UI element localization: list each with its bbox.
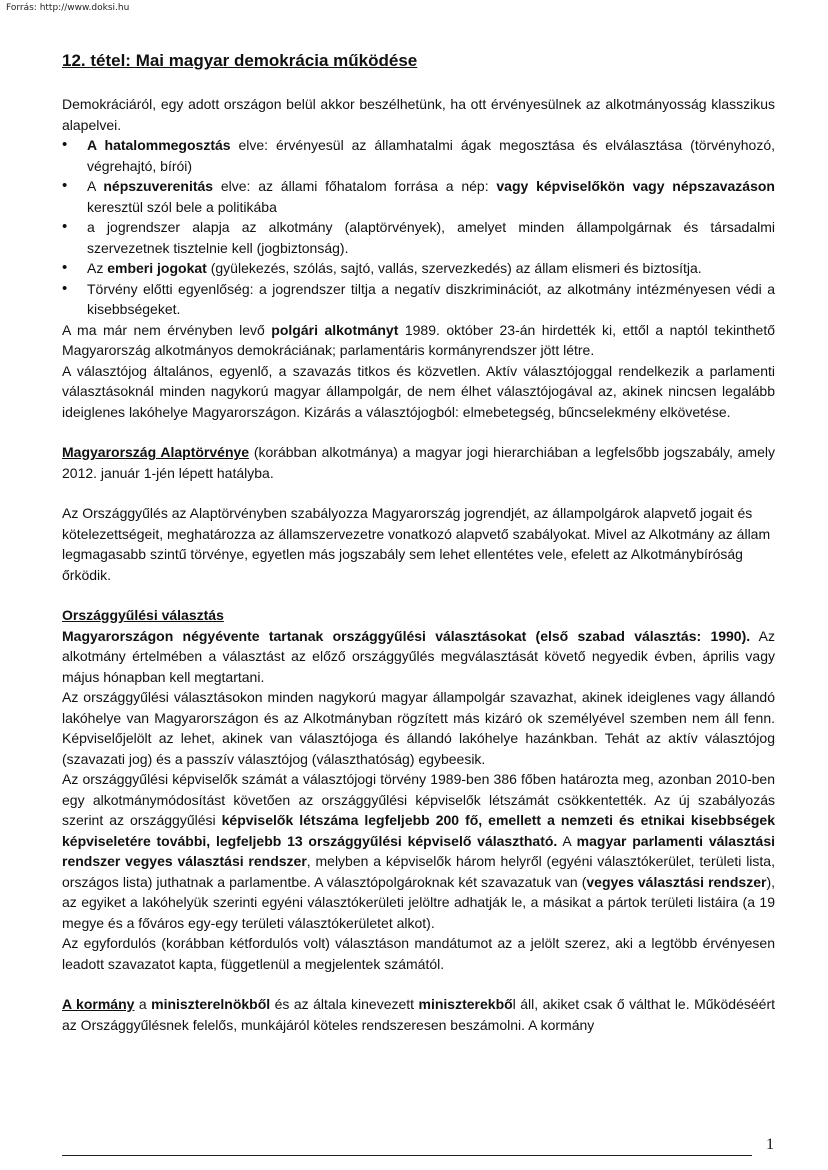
text-run: , melyben a képviselők három helyről (egyéni választókerület, területi lista, országos lista) juthatnak a parlamentbe. A választópolgároknak két szavazatuk van ( [62, 853, 775, 890]
text-run: Az alkotmány értelmében a választást az előző országgyűlés megválasztását követő negyedik évben, április vagy május hónapban kell megtartani. [62, 627, 775, 685]
parliament-paragraph: Az Országgyűlés az Alaptörvényben szabályozza Magyarország jogrendjét, az állampolgárok alapvető jogait és kötelezettségeit, meghatározza az államszervezetre vonatkozó alapvető szabályokat. Mivel az Alkotmány az állam legmagasabb szintű törvénye, egyetlen más jogszabály sem lehet ellentétes vele, efelett az Alkotmánybíróság őrködik. [62, 505, 771, 583]
text-run: A [557, 832, 577, 849]
footer-divider [62, 1155, 752, 1156]
election-paragraph-3 [62, 769, 775, 933]
list-text: elve: érvényesül az államhatalmi ágak megosztása és elválasztása (törvényhozó, végrehajtó, bírói) [87, 137, 776, 174]
list-item [62, 217, 775, 258]
text-run: a [134, 996, 152, 1012]
principles-list [62, 135, 775, 320]
election-paragraph-1 [62, 626, 775, 688]
bold-term: magyar parlamenti választási rendszer vegyes választási rendszer [62, 832, 775, 869]
list-text: A [87, 178, 104, 194]
text-run: Az országgyűlési képviselők számát a választójogi törvény 1989-ben 386 főben határozta meg, azonban 2010-ben egy alkotmánymódosítást követően az országgyűlési képviselők létszámát csökkentették. Az új szabályozás szerint az országgyűlési [62, 771, 775, 828]
spacer [62, 585, 775, 605]
text-run: l áll, akiket csak ő válthat le. Működéséért az Országgyűlésnek felelős, munkájáról köteles rendszeresen beszámolni. A kormány [62, 996, 775, 1033]
election-paragraph-2: Az országgyűlési választásokon minden nagykorú magyar állampolgár szavazhat, akinek ideiglenes vagy állandó lakóhelye van Magyarországon és az Alkotmányban rögzített más kizáró ok személyével szemben nem áll fenn. Képviselőjelölt az lehet, akinek van választójoga és állandó lakóhelye hazánkban. Tehát az aktív választójog (szavazati jog) és a passzív választójog (választhatóság) egybeesik. [62, 689, 775, 767]
spacer [62, 422, 775, 442]
fundamental-law-paragraph [62, 442, 775, 483]
spacer [62, 483, 775, 503]
bold-term: vagy képviselőkön vagy népszavazáson [496, 178, 775, 194]
page-title: 12. tétel: Mai magyar demokrácia működése [62, 51, 418, 70]
page-number: 1 [766, 1136, 774, 1153]
bold-term: miniszterekbő [418, 996, 513, 1012]
bold-term: vegyes választási rendszer [586, 873, 767, 890]
government-term: A kormány [62, 996, 135, 1012]
constitution-paragraph [62, 320, 775, 361]
bold-term: polgári alkotmányt [271, 321, 399, 338]
list-text: keresztül szól bele a politikába [87, 198, 277, 215]
text-run: és az általa kinevezett [270, 996, 419, 1012]
list-text: Az [87, 260, 108, 276]
bold-term: Magyarországon négyévente tartanak országgyűlési választásokat (első szabad választás: 1990). [62, 627, 751, 644]
document-page [62, 50, 775, 1035]
bold-term: képviselők létszáma legfeljebb 200 fő, emellett a nemzeti és etnikai kisebbségek képviseletére további, legfeljebb 13 országgyűlési képviselő választható. [62, 812, 775, 849]
section-heading: Országgyűlési választás [62, 607, 224, 623]
list-item [62, 135, 775, 176]
government-paragraph [62, 994, 775, 1035]
intro-paragraph: Demokráciáról, egy adott országon belül akkor beszélhetünk, ha ott érvényesülnek az alkotmányosság klasszikus alapelvei. [62, 96, 775, 133]
list-item [62, 258, 775, 279]
list-item [62, 279, 775, 320]
spacer [62, 974, 775, 994]
bold-term: népszuverenitás [103, 178, 214, 194]
source-note: Forrás: http://www.doksi.hu [6, 3, 130, 13]
text-run: (korábban alkotmánya) a magyar jogi hierarchiában a legfelsőbb jogszabály, amely 2012. január 1-jén lépett hatályba. [62, 444, 775, 481]
text-run: 1989. október 23-án hirdették ki, ettől a naptól tekinthető Magyarország alkotmányos demokráciának; parlamentáris kormányrendszer jött létre. [62, 321, 776, 358]
list-item [62, 176, 775, 217]
election-paragraph-4: Az egyfordulós (korábban kétfordulós volt) választáson mandátumot az a jelölt szerez, aki a legtöbb érvényesen leadott szavazatot kapta, függetlenül a megjelentek számától. [62, 935, 775, 972]
fundamental-law-term: Magyarország Alaptörvénye [62, 444, 250, 460]
list-text: (gyülekezés, szólás, sajtó, vallás, szervezkedés) az állam elismeri és biztosítja. [206, 260, 702, 276]
text-run: A ma már nem érvényben levő [62, 321, 272, 338]
list-text: a jogrendszer alapja az alkotmány (alaptörvények), amelyet minden állampolgárnak és társadalmi szervezetnek tisztelnie kell (jogbiztonság). [87, 219, 775, 256]
text-run: ), az egyiket a lakóhelyük szerinti egyéni választókerületi jelöltre adhatják le, a másikat a pártok területi listáira (a 19 megye és a főváros egy-egy területi választókerületet alkot). [62, 873, 775, 931]
suffrage-paragraph: A választójog általános, egyenlő, a szavazás titkos és közvetlen. Aktív választójoggal rendelkezik a parlamenti választásoknál minden nagykorú magyar állampolgár, de nem élhet választójogával az, akinek nincsen legalább ideiglenes lakóhelye Magyarországon. Kizárás a választójogból: elmebetegség, bűncselekmény elkövetése. [62, 362, 775, 420]
bold-term: A hatalommegosztás [87, 137, 231, 153]
list-text: Törvény előtti egyenlőség: a jogrendszer tiltja a negatív diszkriminációt, az alkotmány intézményesen védi a kisebbségeket. [87, 280, 775, 317]
bold-term: emberi jogokat [107, 260, 207, 276]
bold-term: miniszterelnökből [151, 996, 271, 1012]
list-text: elve: az állami főhatalom forrása a nép: [213, 178, 497, 194]
